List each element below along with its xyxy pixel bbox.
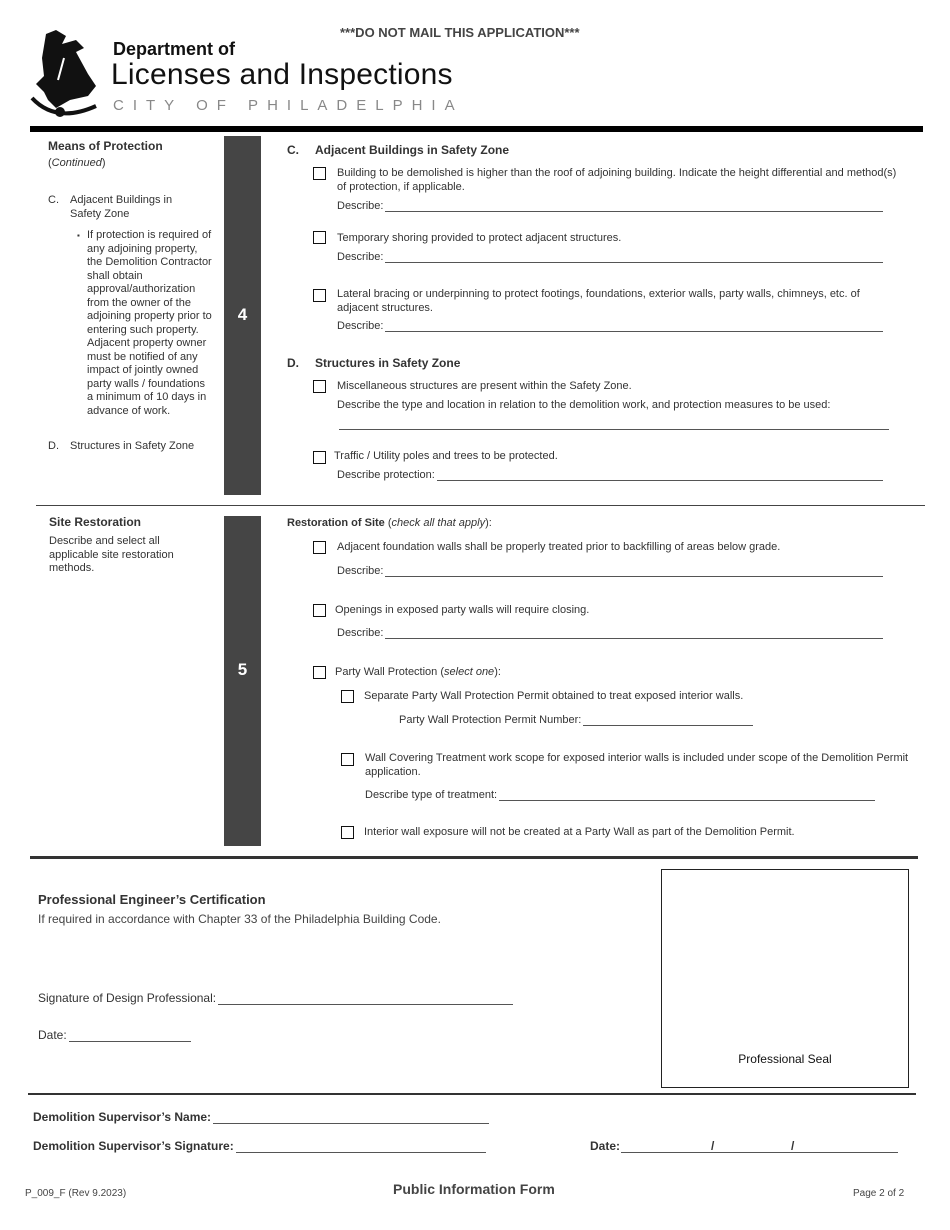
d-item2-label: Traffic / Utility poles and trees to be protected. bbox=[334, 450, 558, 462]
d-item1-label: Miscellaneous structures are present within the Safety Zone. bbox=[337, 380, 632, 392]
section4-d-heading: Structures in Safety Zone bbox=[315, 356, 461, 370]
d-item1-describe-field[interactable] bbox=[339, 429, 889, 430]
certification-date: Date: bbox=[38, 1028, 191, 1042]
dept-name-line1: Department of bbox=[113, 39, 236, 59]
footer-title: Public Information Form bbox=[393, 1181, 555, 1197]
s5-item1-describe-field[interactable] bbox=[385, 575, 883, 577]
supervisor-name: Demolition Supervisor’s Name: bbox=[33, 1110, 489, 1124]
supervisor-date: Date: / / bbox=[590, 1139, 898, 1153]
c-item2-checkbox[interactable] bbox=[313, 231, 326, 244]
section5-number-bar bbox=[224, 516, 261, 846]
certification-divider bbox=[28, 1093, 916, 1095]
s5-sub2-checkbox[interactable] bbox=[341, 753, 354, 766]
certification-subtitle: If required in accordance with Chapter 33 of the Philadelphia Building Code. bbox=[38, 912, 441, 926]
section4-side-c-letter: C. bbox=[48, 194, 59, 206]
section5-number: 5 bbox=[237, 660, 248, 679]
d-item2-checkbox[interactable] bbox=[313, 451, 326, 464]
supervisor-name-field[interactable] bbox=[213, 1122, 489, 1124]
form-id: P_009_F (Rev 9.2023) bbox=[25, 1188, 127, 1199]
c-item2-label: Temporary shoring provided to protect adjacent structures. bbox=[337, 232, 622, 244]
section5-side-title: Site Restoration bbox=[49, 515, 142, 529]
section4-side-c-label: Adjacent Buildings in Safety Zone bbox=[70, 194, 173, 220]
c-item1-describe-field[interactable] bbox=[385, 210, 883, 212]
c-item2-describe-field[interactable] bbox=[385, 261, 883, 263]
section4-side-bullet-mark: ▪ bbox=[77, 231, 80, 240]
city-of-philadelphia: CITY OF PHILADELPHIA bbox=[113, 97, 464, 114]
c-item3-describe-field[interactable] bbox=[385, 330, 883, 332]
section5-divider bbox=[30, 856, 918, 859]
c-item3-checkbox[interactable] bbox=[313, 289, 326, 302]
d-item1-checkbox[interactable] bbox=[313, 380, 326, 393]
section4-side-d-letter: D. bbox=[48, 440, 59, 452]
s5-item1-checkbox[interactable] bbox=[313, 541, 326, 554]
design-professional-signature: Signature of Design Professional: bbox=[38, 991, 513, 1005]
section4-side-bullet-text: If protection is required of any adjoining property, the Demolition Contractor shall obtain approval/authorization from the owner of the adjoining property prior to entering such property. Adjacent property owner must be notified of any impact of jointly owned party walls / foundations a minimum of 10 days in advance of work. bbox=[87, 229, 212, 417]
c-item1-checkbox[interactable] bbox=[313, 167, 326, 180]
header-rule bbox=[30, 126, 923, 132]
s5-item1-describe: Describe: bbox=[337, 565, 883, 577]
d-item2-describe-field[interactable] bbox=[437, 479, 883, 481]
s5-item3-checkbox[interactable] bbox=[313, 666, 326, 679]
dept-name-line2: Licenses and Inspections bbox=[111, 58, 453, 91]
permit-number-field[interactable] bbox=[583, 724, 753, 726]
section4-side-continued: (Continued) bbox=[48, 157, 106, 169]
supervisor-date-field[interactable]: / / bbox=[621, 1139, 898, 1153]
supervisor-signature-field[interactable] bbox=[236, 1151, 486, 1153]
s5-sub1-permit: Party Wall Protection Permit Number: bbox=[399, 714, 753, 726]
liberty-bell-logo bbox=[26, 28, 108, 120]
section4-side-title: Means of Protection bbox=[48, 139, 163, 153]
c-item3-label: Lateral bracing or underpinning to protect footings, foundations, exterior walls, party walls, chimneys, etc. of adjacent structures. bbox=[337, 288, 860, 314]
do-not-mail-notice: ***DO NOT MAIL THIS APPLICATION*** bbox=[340, 25, 580, 40]
c-item2-describe: Describe: bbox=[337, 251, 883, 263]
certification-title: Professional Engineer’s Certification bbox=[38, 892, 266, 907]
section4-number: 4 bbox=[237, 305, 248, 324]
s5-item2-describe: Describe: bbox=[337, 627, 883, 639]
section5-side-text: Describe and select all applicable site restoration methods. bbox=[49, 535, 174, 574]
certification-date-field[interactable] bbox=[69, 1040, 191, 1042]
s5-sub1-label: Separate Party Wall Protection Permit obtained to treat exposed interior walls. bbox=[364, 690, 744, 702]
section4-c-heading: Adjacent Buildings in Safety Zone bbox=[315, 143, 510, 157]
s5-item2-label: Openings in exposed party walls will require closing. bbox=[335, 604, 590, 616]
s5-item3-label: Party Wall Protection (select one): bbox=[335, 666, 501, 678]
d-item1-describe-label: Describe the type and location in relation to the demolition work, and protection measures to be used: bbox=[337, 399, 831, 411]
c-item1-describe: Describe: bbox=[337, 200, 883, 212]
c-item1-label: Building to be demolished is higher than the roof of adjoining building. Indicate the height differential and method(s) of protection, if applicable. bbox=[337, 167, 897, 193]
s5-sub3-checkbox[interactable] bbox=[341, 826, 354, 839]
page-number: Page 2 of 2 bbox=[853, 1188, 905, 1199]
design-signature-field[interactable] bbox=[218, 1003, 513, 1005]
section4-divider bbox=[36, 505, 925, 506]
s5-sub2-label: Wall Covering Treatment work scope for exposed interior walls is included under scope of the Demolition Permit application. bbox=[365, 752, 909, 778]
s5-item2-describe-field[interactable] bbox=[385, 637, 883, 639]
s5-sub1-checkbox[interactable] bbox=[341, 690, 354, 703]
treatment-type-field[interactable] bbox=[499, 799, 875, 801]
section4-side-d-label: Structures in Safety Zone bbox=[70, 440, 195, 452]
s5-item2-checkbox[interactable] bbox=[313, 604, 326, 617]
supervisor-signature: Demolition Supervisor’s Signature: bbox=[33, 1139, 486, 1153]
section4-c-letter: C. bbox=[287, 143, 299, 157]
section5-heading: Restoration of Site (check all that apply): bbox=[287, 517, 492, 529]
section4-d-letter: D. bbox=[287, 356, 299, 370]
s5-sub3-label: Interior wall exposure will not be created at a Party Wall as part of the Demolition Permit. bbox=[364, 826, 795, 838]
s5-sub2-treatment: Describe type of treatment: bbox=[365, 789, 875, 801]
d-item2-describe: Describe protection: bbox=[337, 469, 883, 481]
s5-item1-label: Adjacent foundation walls shall be properly treated prior to backfilling of areas below grade. bbox=[337, 541, 781, 553]
c-item3-describe: Describe: bbox=[337, 320, 883, 332]
professional-seal-label: Professional Seal bbox=[738, 1052, 832, 1066]
